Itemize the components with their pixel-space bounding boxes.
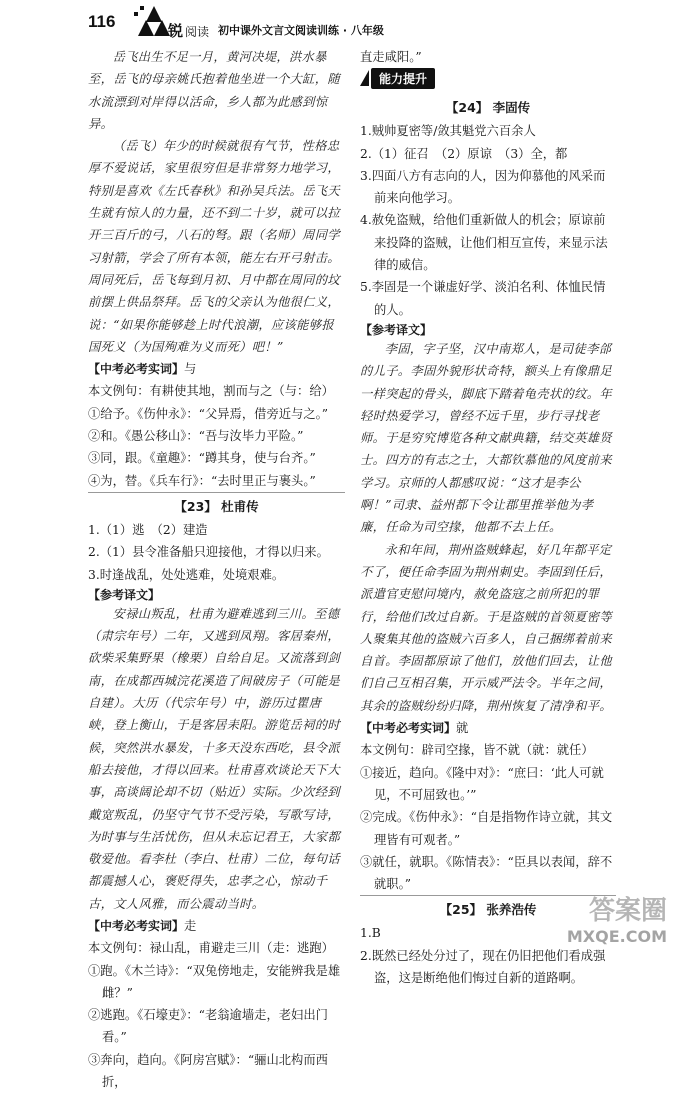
brand-name: 锐 阅读	[168, 22, 210, 40]
watermark-logo-text: 答案圈	[588, 896, 667, 926]
vocab-example: 本文例句：有耕使其地，割而与之（与：给）	[88, 384, 334, 399]
section-title-23: 【23】 杜甫传	[174, 498, 259, 514]
answer-item: 2.既然已经处分过了，现在仍旧把他们看成强盗，这是断绝他们悔过自新的道路啊。	[360, 948, 606, 985]
answer-item: 1.贼帅夏密等/敛其魁党六百余人	[360, 124, 536, 139]
badge-label: 能力提升	[371, 68, 435, 89]
answer-item: 1.B	[360, 926, 381, 941]
answer-item: 5.李固是一个谦虚好学、淡泊名利、体恤民情的人。	[360, 280, 606, 317]
answer-item: 4.赦免盗贼，给他们重新做人的机会；原谅前来投降的盗贼，让他们相互宣传，来显示法律的威信。	[360, 213, 608, 273]
vocab-item: ①给予。《伤仲永》：“父异焉，借旁近与之。”	[88, 406, 329, 421]
ability-badge	[360, 68, 435, 88]
reference-translation-heading: 【参考译文】	[360, 322, 433, 337]
section-title-25: 【25】 张养浩传	[439, 902, 537, 918]
brand-logo-icon	[132, 2, 172, 38]
answer-item: 2.（1）县令准备船只迎接他，才得以归来。	[88, 545, 329, 560]
vocab-item: ①跑。《木兰诗》：“双兔傍地走，安能辨我是雄雌？”	[88, 963, 341, 1000]
vocab-item: ③同，跟。《童趣》：“蹲其身，使与台齐。”	[88, 451, 316, 466]
answer-item: 3.四面八方有志向的人，因为仰慕他的风采而前来向他学习。	[360, 168, 606, 206]
vocab-item: ③就任，就职。《陈情表》：“臣具以表闻，辞不就职。”	[360, 854, 613, 892]
vocab-example: 本文例句：禄山乱，甫避走三川（走：逃跑）	[88, 941, 334, 956]
book-title: 初中课外文言文阅读训练 · 八年级	[218, 24, 384, 37]
vocab-example: 本文例句：辟司空掾，皆不就（就：就任）	[360, 743, 594, 758]
translation-paragraph: 岳飞出生不足一月，黄河决堤，洪水暴至，岳飞的母亲姚氏抱着他坐进一个大缸，随水流漂到对岸得以活命，乡人都为此感到惊异。	[88, 50, 340, 131]
left-column	[88, 46, 345, 1093]
answer-item: 3.时逢战乱，处处逃难，处境艰难。	[88, 567, 285, 582]
badge-arrow-icon	[360, 70, 369, 86]
section-title-24: 【24】 李固传	[445, 100, 531, 116]
vocab-heading: 【中考必考实词】与	[88, 362, 197, 377]
vocab-item: ③奔向，趋向。《阿房宫赋》：“骊山北构而西折，	[88, 1052, 328, 1090]
vocab-item: ①接近，趋向。《隆中对》：“庶曰：‘此人可就见，不可屈致也。’”	[360, 765, 604, 802]
vocab-heading: 【中考必考实词】走	[88, 918, 197, 933]
vocab-item: ②和。《愚公移山》：“吾与汝毕力平险。”	[88, 429, 304, 444]
page-number: 116	[88, 12, 116, 31]
watermark-url: MXQE.COM	[566, 927, 667, 946]
translation-paragraph: （岳飞）年少的时候就很有气节，性格忠厚不爱说话，家里很穷但是非常努力地学习，特别是喜欢《左氏春秋》和孙吴兵法。岳飞天生就有惊人的力量，还不到二十岁，就可以拉开三百斤的弓，八石的弩。跟（名师）周同学习射箭，学会了所有本领，能左右开弓射击。周同死后，岳飞每到月初、月中都在周同的坟前摆上供品祭拜。岳飞的父亲认为他很仁义，说：“如果你能够趁上时代浪潮，应该能够报国死义（为国殉难为义而死）吧！”	[88, 139, 340, 354]
reference-translation-heading: 【参考译文】	[88, 587, 161, 602]
answer-item: 1.（1）逃 （2）建造	[88, 522, 208, 537]
right-column	[360, 46, 616, 989]
page-header	[0, 0, 675, 42]
translation-paragraph: 安禄山叛乱，杜甫为避难逃到三川。至德（肃宗年号）二年，又逃到凤翔。客居秦州，砍柴采集野果（橡栗）自给自足。又流落到剑南，在成都西城浣花溪造了间破房子（可能是自建）。大历（代宗年号）中，游历过瞿唐峡，登上衡山，于是客居耒阳。游览岳祠的时候，突然洪水暴发，十多天没东西吃，县令派船去接他，才得以回来。杜甫喜欢谈论天下大事，高谈阔论却不切（贴近）实际。少次经到戴宽叛乱，仍坚守气节不受污染，写歌写诗，为时事与生活忧伤，但从未忘记君王，大家都敬爱他。看李杜（李白、杜甫）二位，每句话都震撼人心，褒贬得失，忠孝之心，惊动千古，文人风雅，而公震动当时。	[88, 606, 340, 911]
answer-item: 2.（1）征召 （2）原谅 （3）全，都	[360, 146, 568, 161]
vocab-item: ②逃跑。《石壕吏》：“老翁逾墙走，老妇出门看。”	[88, 1008, 328, 1045]
vocab-heading: 【中考必考实词】就	[360, 721, 469, 736]
continued-text: 直走咸阳。”	[360, 50, 422, 64]
vocab-item: ②完成。《伤仲永》：“自是指物作诗立就，其文理皆有可观者。”	[360, 810, 613, 847]
translation-paragraph: 李固，字子坚，汉中南郑人，是司徒李郃的儿子。李固外貌形状奇特，额头上有像鼎足一样突起的骨头，脚底下踏着龟壳状的纹。年轻时热爱学习，曾经不远千里，步行寻找老师。于是穷究博览各种文献典籍，结交英雄贤士。四方的有志之士，大都钦慕他的风度前来学习。京师的人都感叹说：“这才是李公啊！”司隶、益州都下令让郡里推举他为孝廉，任命为司空掾，他都不去上任。	[360, 341, 612, 535]
watermark	[567, 890, 667, 946]
translation-paragraph: 永和年间，荆州盗贼蜂起，好几年都平定不了，便任命李固为荆州刺史。李固到任后，派遣官吏慰问境内，赦免盗寇之前所犯的罪行，给他们改过自新。于是盗贼的首领夏密等人聚集其他的盗贼六百多人，自己捆绑着前来自首。李固都原谅了他们，放他们回去，让他们自己互相召集，开示威严法令。半年之间，其余的盗贼纷纷归降，荆州恢复了清净和平。	[360, 542, 612, 713]
vocab-item: ④为，替。《兵车行》：“去时里正与裹头。”	[88, 473, 316, 488]
